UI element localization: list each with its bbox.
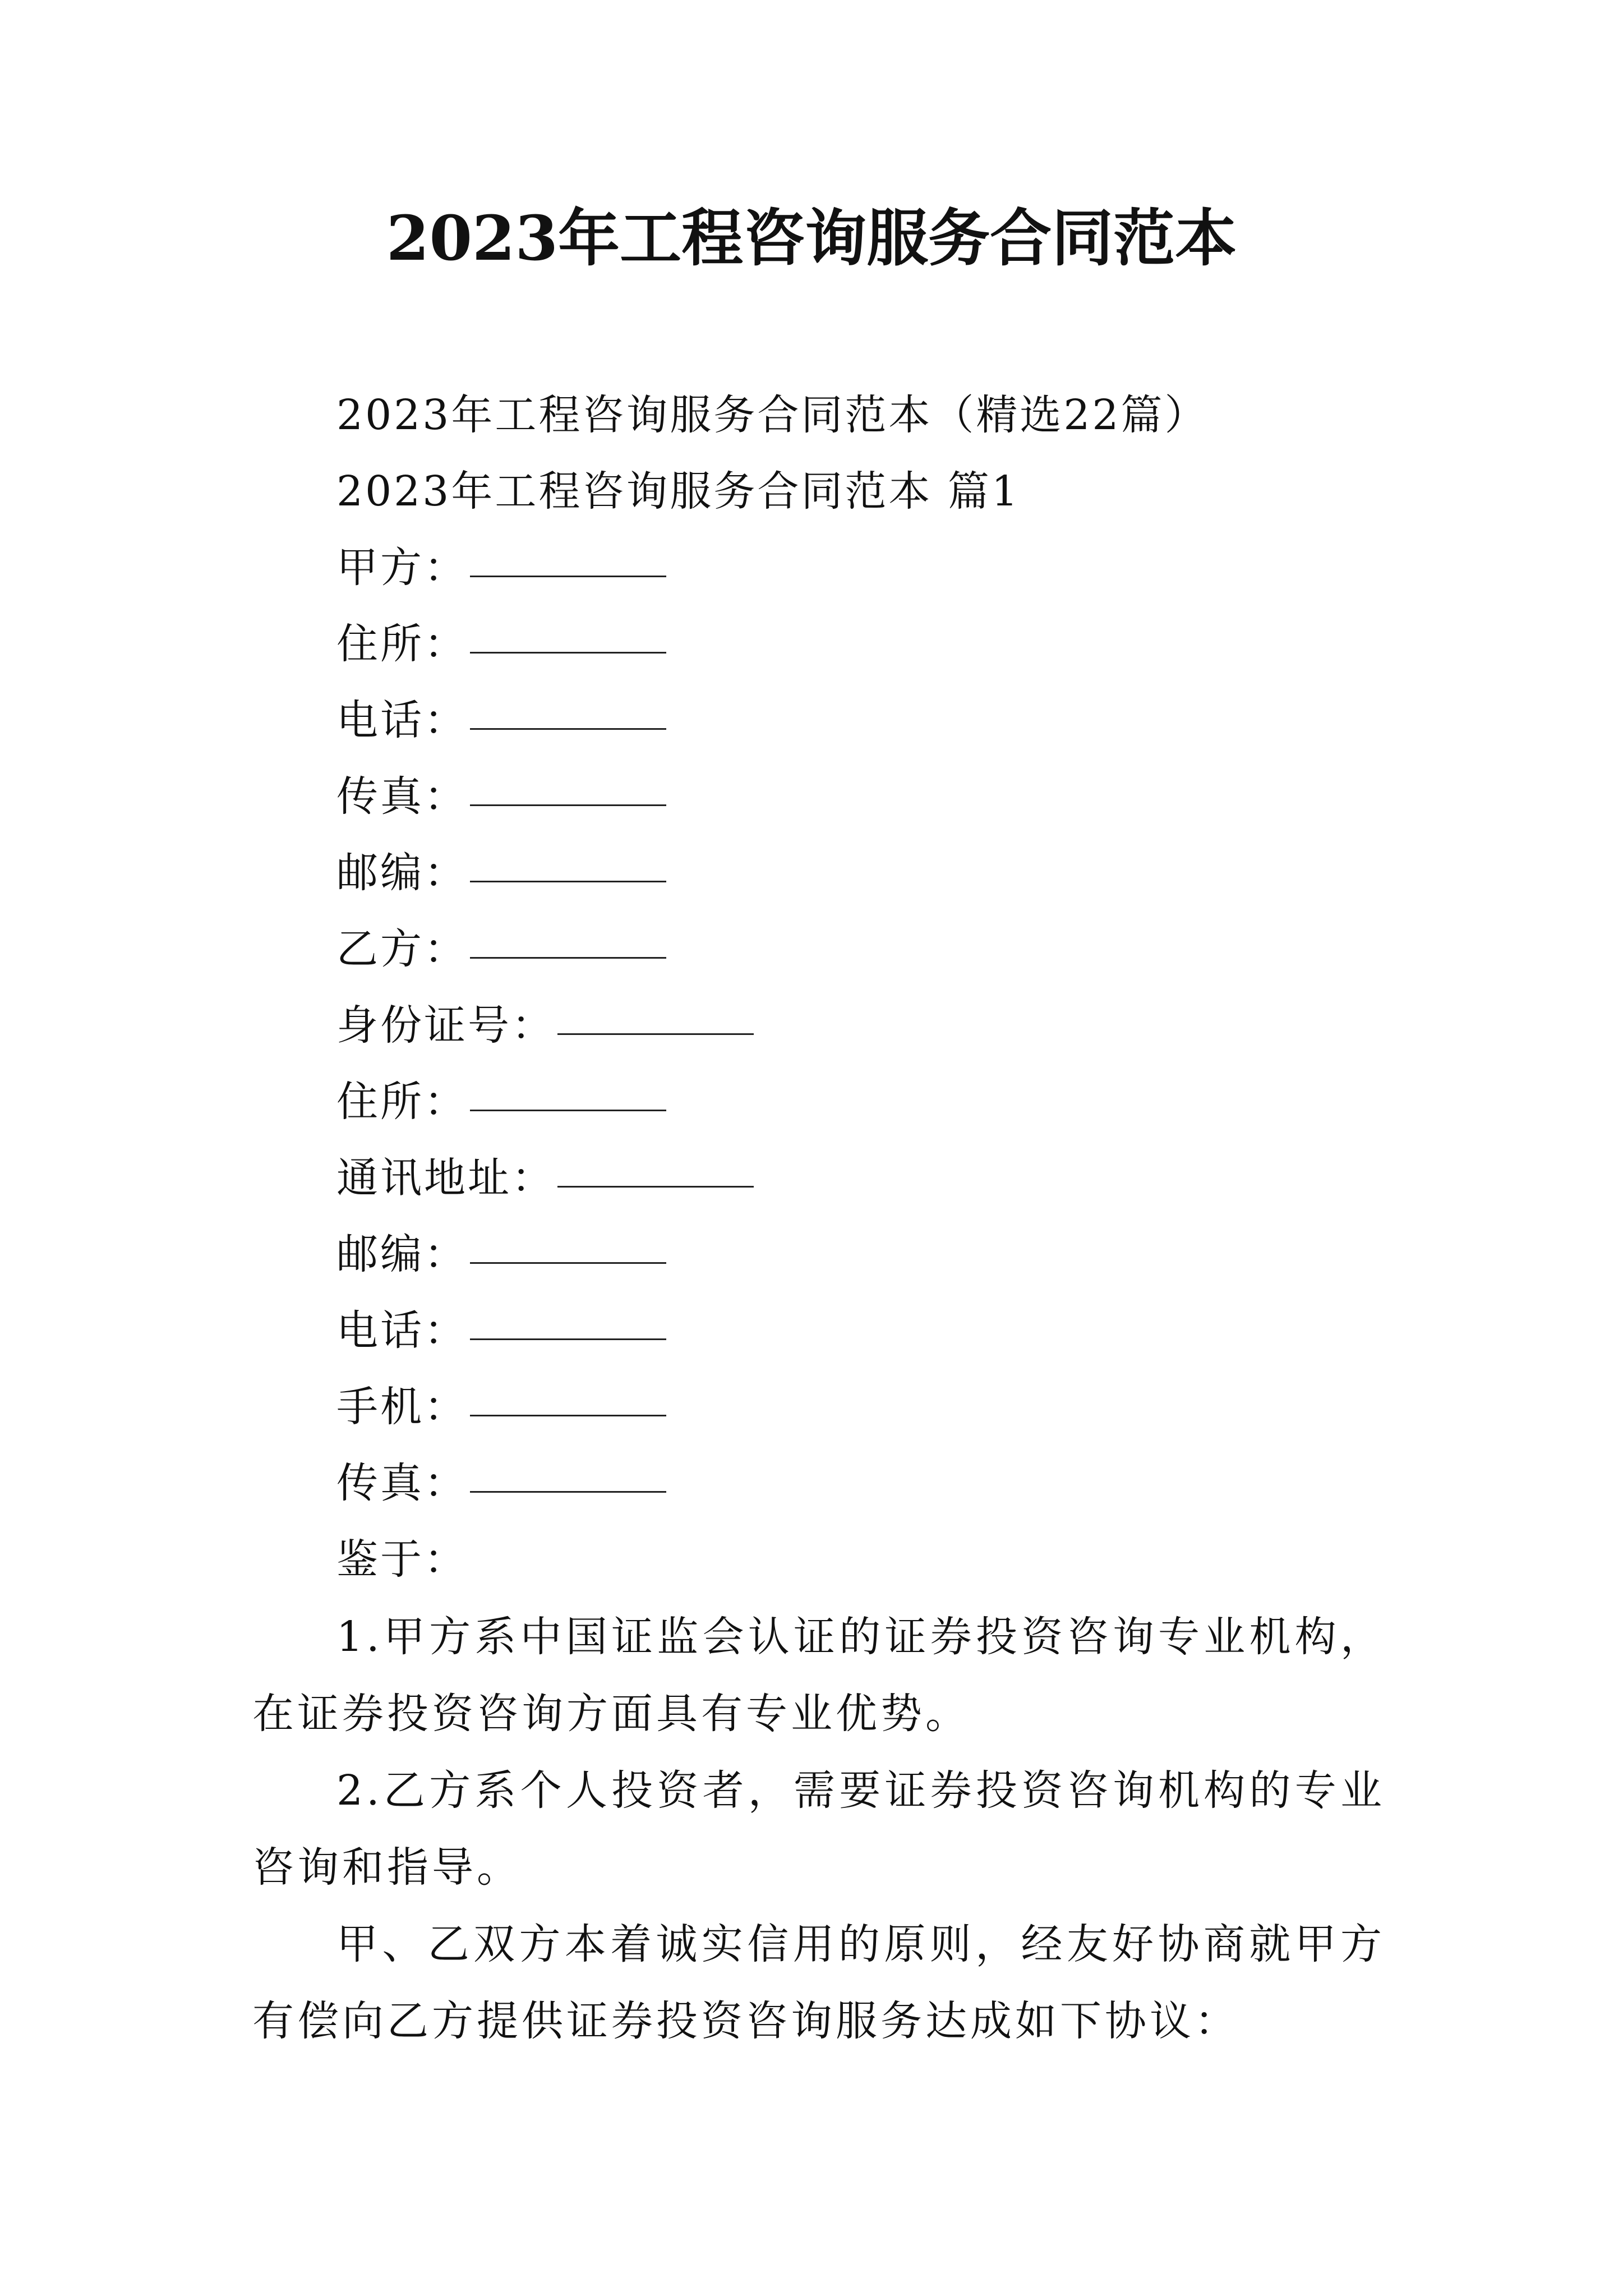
fill-in-blank <box>470 881 666 882</box>
fill-in-blank <box>470 804 666 806</box>
field-fax <box>336 1455 666 1511</box>
fill-in-blank <box>470 1415 666 1416</box>
document-title: 2023年工程咨询服务合同范本 <box>386 202 1237 274</box>
field-label: 邮编： <box>336 1230 468 1278</box>
field-mailing-address <box>336 1150 754 1206</box>
field-label: 电话： <box>336 1306 468 1355</box>
field-label: 身份证号： <box>336 1001 555 1050</box>
field-label: 电话： <box>336 696 468 744</box>
section-heading: 2023年工程咨询服务合同范本 篇1 <box>336 467 1020 516</box>
fill-in-blank <box>470 728 666 730</box>
field-address <box>336 616 666 672</box>
fill-in-blank <box>470 1110 666 1111</box>
field-postcode <box>336 845 666 901</box>
fill-in-blank <box>470 957 666 959</box>
field-party-a <box>336 540 666 596</box>
field-phone <box>336 692 666 748</box>
whereas-label: 鉴于： <box>336 1535 468 1584</box>
agreement-preamble: 甲、乙双方本着诚实信用的原则，经友好协商就甲方有偿向乙方提供证券投资咨询服务达成如下协议： <box>252 1920 1385 2045</box>
field-postcode <box>336 1226 666 1282</box>
fill-in-blank <box>470 1491 666 1493</box>
fill-in-blank <box>470 652 666 654</box>
field-label: 传真： <box>336 1459 468 1507</box>
fill-in-blank <box>470 1262 666 1264</box>
field-phone <box>336 1303 666 1359</box>
document-subtitle: 2023年工程咨询服务合同范本（精选22篇） <box>336 391 1209 439</box>
field-label: 通讯地址： <box>336 1154 555 1202</box>
field-label: 住所： <box>336 620 468 668</box>
fill-in-blank <box>470 576 666 577</box>
field-mobile <box>336 1379 666 1435</box>
field-label: 乙方： <box>336 925 468 973</box>
field-label: 甲方： <box>336 544 468 592</box>
field-label: 邮编： <box>336 849 468 897</box>
fill-in-blank <box>470 1338 666 1340</box>
fill-in-blank <box>557 1186 754 1188</box>
field-fax <box>336 769 666 825</box>
field-label: 手机： <box>336 1383 468 1431</box>
whereas-clause-2: 2.乙方系个人投资者，需要证券投资咨询机构的专业咨询和指导。 <box>252 1766 1385 1892</box>
field-address <box>336 1074 666 1130</box>
field-label: 住所： <box>336 1078 468 1126</box>
fill-in-blank <box>557 1033 754 1035</box>
field-label: 传真： <box>336 772 468 821</box>
whereas-clause-1: 1.甲方系中国证监会认证的证券投资咨询专业机构，在证券投资咨询方面具有专业优势。 <box>252 1613 1385 1738</box>
field-id-number <box>336 997 754 1053</box>
field-party-b <box>336 921 666 977</box>
